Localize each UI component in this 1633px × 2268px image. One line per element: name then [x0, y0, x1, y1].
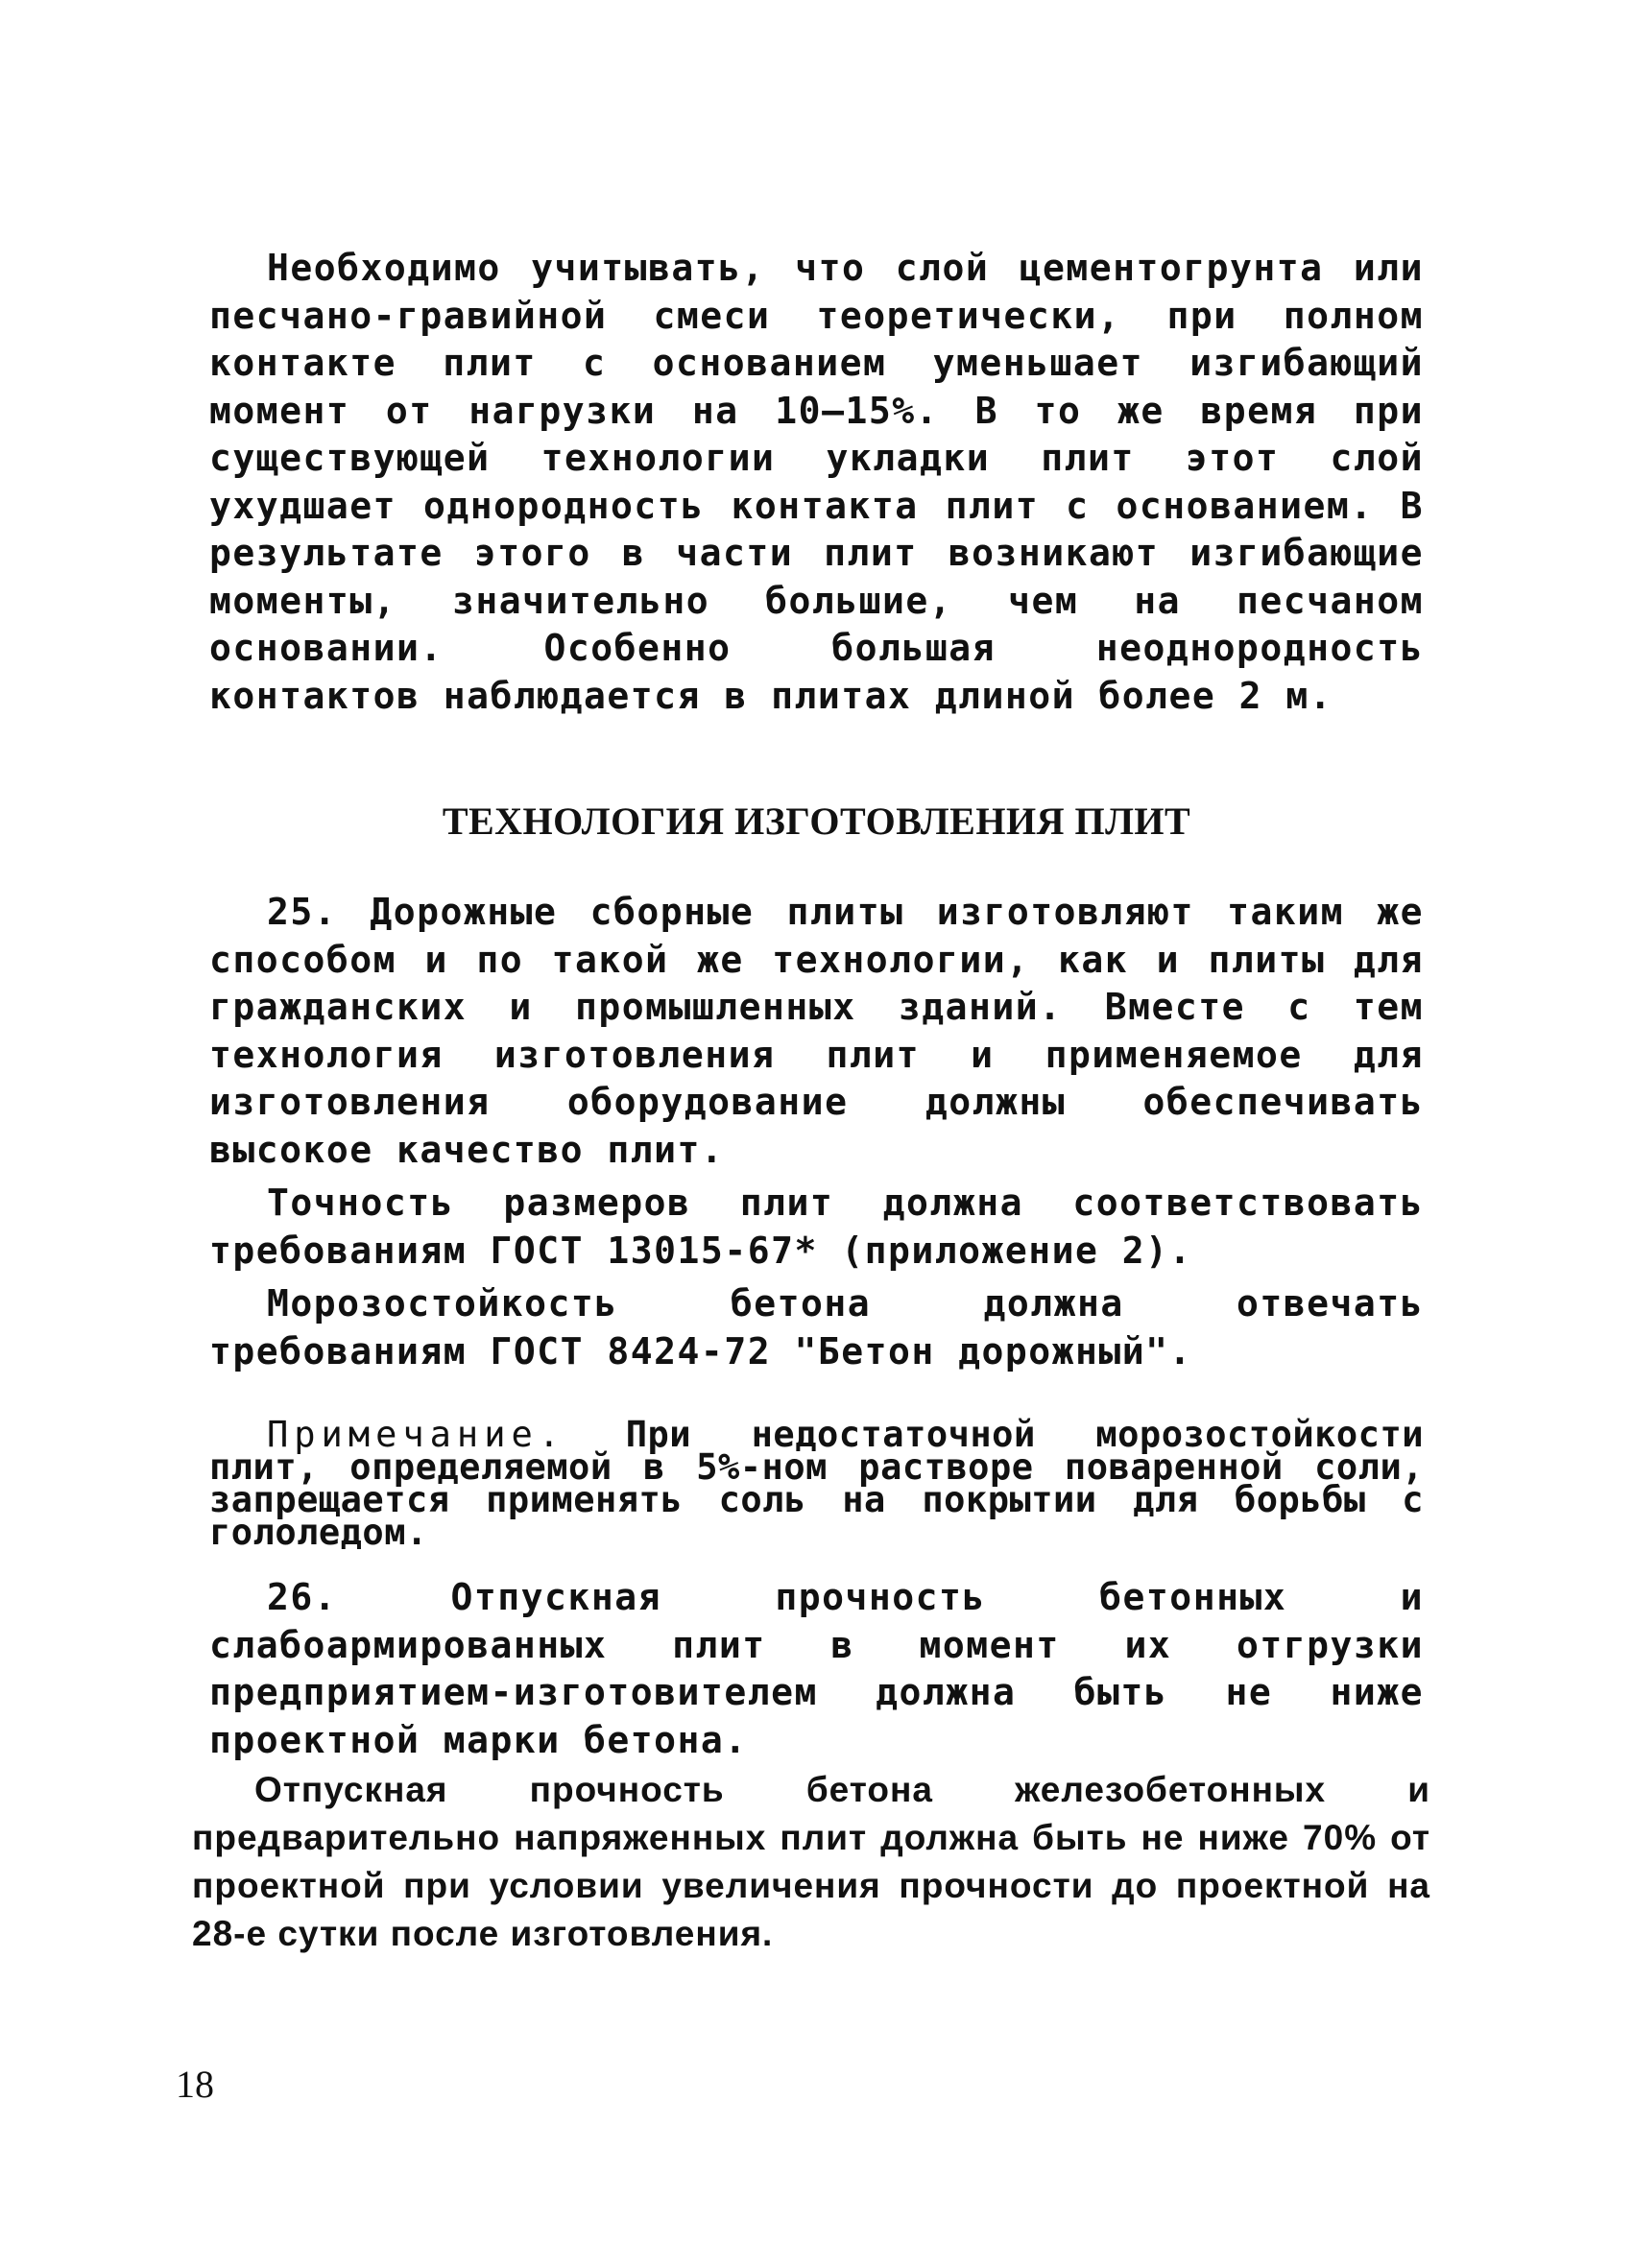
- intro-paragraph: Необходимо учитывать, что слой цементогрунта или песчано-гравийной смеси теоретически, при полном контакте плит с основанием уменьшает изгибающий момент от нагрузки на 10–15%. В то же время при существующей технологии укладки плит этот слой ухудшает однородность контакта плит с основанием. В результате этого в части плит возникают изгибающие моменты, значительно большие, чем на песчаном основании. Особенно большая неоднородность контактов наблюдается в плитах длиной более 2 м.: [209, 247, 1424, 717]
- section-heading: ТЕХНОЛОГИЯ ИЗГОТОВЛЕНИЯ ПЛИТ: [442, 800, 1191, 843]
- note-paragraph: [209, 1414, 1424, 1553]
- item-25-paragraph: 25. Дорожные сборные плиты изготовляют таким же способом и по такой же технологии, как и плиты для гражданских и промышленных зданий. Вместе с тем технология изготовления плит и применяемое для изготовления оборудование должны обеспечивать высокое качество плит.: [209, 891, 1424, 1171]
- accuracy-paragraph: Точность размеров плит должна соответствовать требованиям ГОСТ 13015-67* (приложение 2).: [209, 1182, 1424, 1272]
- note-text: При недостаточной морозостойкости плит, определяемой в 5%-ном растворе поваренной соли, запрещается применять соль на покрытии для борьбы с гололедом.: [209, 1414, 1424, 1553]
- section-body: [209, 889, 1424, 1375]
- item-26-second-paragraph: Отпускная прочность бетона железобетонных и предварительно напряженных плит должна быть не ниже 70% от проектной при условии увеличения прочности до проектной на 28-е сутки после изготовления.: [192, 1770, 1430, 1953]
- frost-paragraph: Морозостойкость бетона должна отвечать требованиям ГОСТ 8424-72 "Бетон дорожный".: [209, 1282, 1424, 1373]
- page-number: 18: [176, 2063, 214, 2106]
- item-26-paragraph: 26. Отпускная прочность бетонных и слабоармированных плит в момент их отгрузки предприятием-изготовителем должна быть не ниже проектной марки бетона.: [209, 1576, 1424, 1761]
- note-label: Примечание.: [267, 1414, 566, 1455]
